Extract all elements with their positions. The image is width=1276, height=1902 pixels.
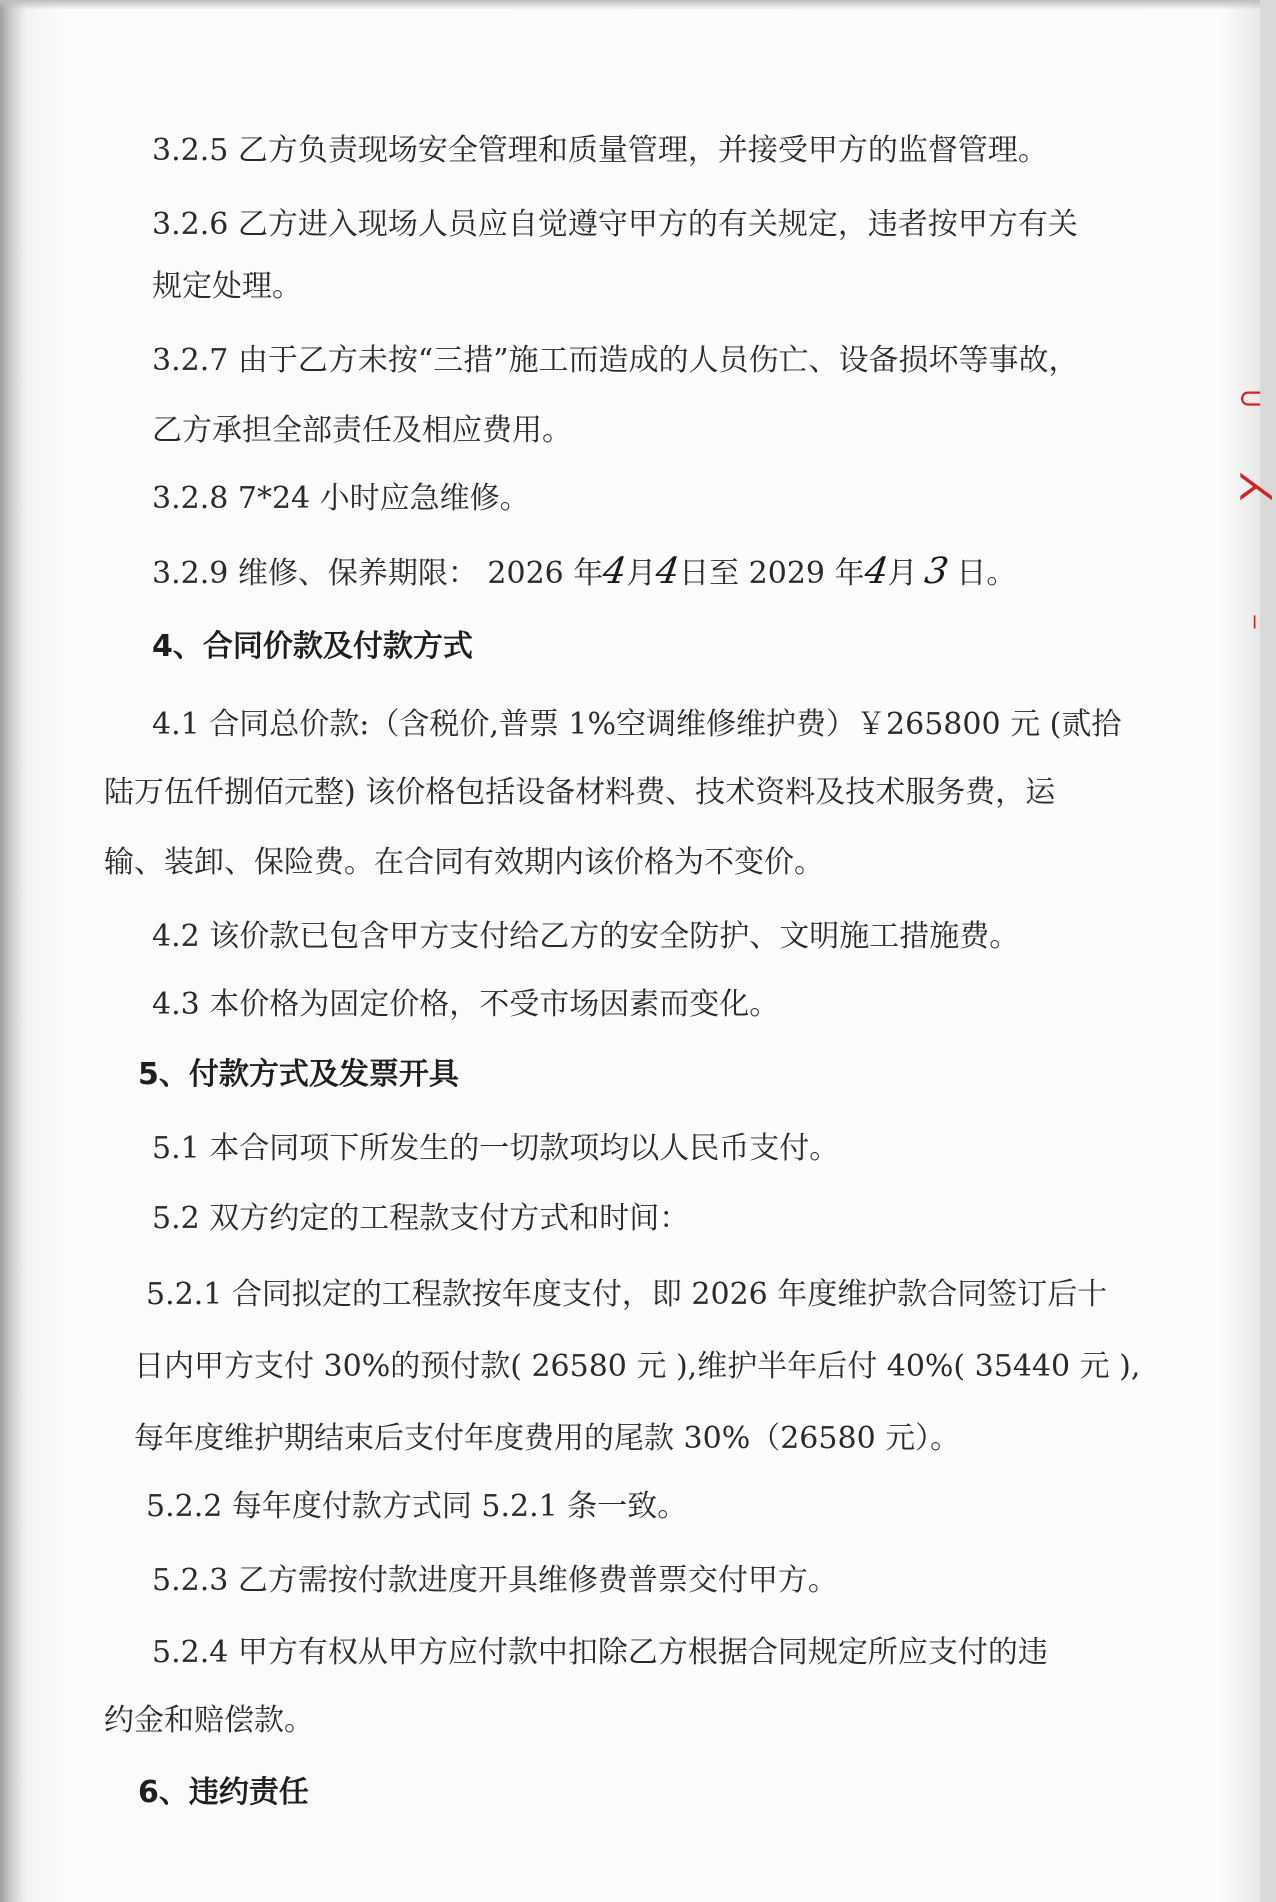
section-4-heading: 4、合同价款及付款方式 bbox=[152, 629, 473, 664]
term-mid-3: 月 bbox=[887, 556, 918, 591]
clause-3-2-6: 3.2.6 乙方进入现场人员应自觉遵守甲方的有关规定，违者按甲方有关 bbox=[152, 207, 1078, 242]
clause-3-2-7-cont: 乙方承担全部责任及相应费用。 bbox=[152, 413, 572, 448]
term-mid-1: 月 bbox=[626, 556, 657, 591]
clause-5-2-1-cont-1: 日内甲方支付 30%的预付款( 26580 元 ),维护半年后付 40%( 35440 元 ), bbox=[134, 1349, 1141, 1384]
seal-fragment-3: ╷ bbox=[1248, 604, 1262, 629]
clause-3-2-6-cont: 规定处理。 bbox=[152, 269, 302, 304]
clause-5-2-4-cont: 约金和赔偿款。 bbox=[104, 1703, 314, 1738]
clause-4-2: 4.2 该价款已包含甲方支付给乙方的安全防护、文明施工措施费。 bbox=[152, 919, 1020, 954]
seal-fragment-1: ⊂ bbox=[1238, 381, 1264, 416]
clause-5-2-3: 5.2.3 乙方需按付款进度开具维修费普票交付甲方。 bbox=[152, 1563, 838, 1598]
seal-fragment-2: ⋋ bbox=[1236, 463, 1276, 509]
handwritten-month-1: 4 bbox=[600, 551, 630, 592]
clause-3-2-7: 3.2.7 由于乙方未按“三措”施工而造成的人员伤亡、设备损坏等事故， bbox=[152, 343, 1079, 378]
handwritten-day-1: 4 bbox=[653, 551, 683, 592]
clause-3-2-9 bbox=[152, 551, 1017, 592]
clause-3-2-8: 3.2.8 7*24 小时应急维修。 bbox=[152, 481, 530, 516]
section-5-heading: 5、付款方式及发票开具 bbox=[138, 1057, 459, 1092]
term-suffix: 日。 bbox=[956, 556, 1017, 591]
clause-4-3: 4.3 本价格为固定价格，不受市场因素而变化。 bbox=[152, 987, 780, 1022]
term-mid-2: 日至 2029 年 bbox=[679, 556, 865, 591]
clause-4-1-cont-1: 陆万伍仟捌佰元整) 该价格包括设备材料费、技术资料及技术服务费，运 bbox=[104, 775, 1056, 810]
clause-4-1: 4.1 合同总价款:（含税价,普票 1%空调维修维护费）￥265800 元 (贰拾 bbox=[152, 707, 1122, 742]
page-top-shadow bbox=[0, 0, 1260, 10]
handwritten-day-2: 3 bbox=[922, 551, 952, 592]
clause-3-2-5: 3.2.5 乙方负责现场安全管理和质量管理，并接受甲方的监督管理。 bbox=[152, 133, 1048, 168]
term-prefix: 3.2.9 维修、保养期限： 2026 年 bbox=[152, 556, 604, 591]
clause-4-1-cont-2: 输、装卸、保险费。在合同有效期内该价格为不变价。 bbox=[104, 845, 824, 880]
clause-5-2-4: 5.2.4 甲方有权从甲方应付款中扣除乙方根据合同规定所应支付的违 bbox=[152, 1635, 1048, 1670]
clause-5-1: 5.1 本合同项下所发生的一切款项均以人民币支付。 bbox=[152, 1131, 840, 1166]
clause-5-2-2: 5.2.2 每年度付款方式同 5.2.1 条一致。 bbox=[146, 1489, 688, 1524]
clause-5-2: 5.2 双方约定的工程款支付方式和时间： bbox=[152, 1201, 690, 1236]
clause-5-2-1: 5.2.1 合同拟定的工程款按年度支付，即 2026 年度维护款合同签订后十 bbox=[146, 1277, 1108, 1312]
handwritten-month-2: 4 bbox=[861, 551, 891, 592]
clause-5-2-1-cont-2: 每年度维护期结束后支付年度费用的尾款 30%（26580 元）。 bbox=[134, 1421, 961, 1456]
section-6-heading: 6、违约责任 bbox=[138, 1775, 309, 1810]
